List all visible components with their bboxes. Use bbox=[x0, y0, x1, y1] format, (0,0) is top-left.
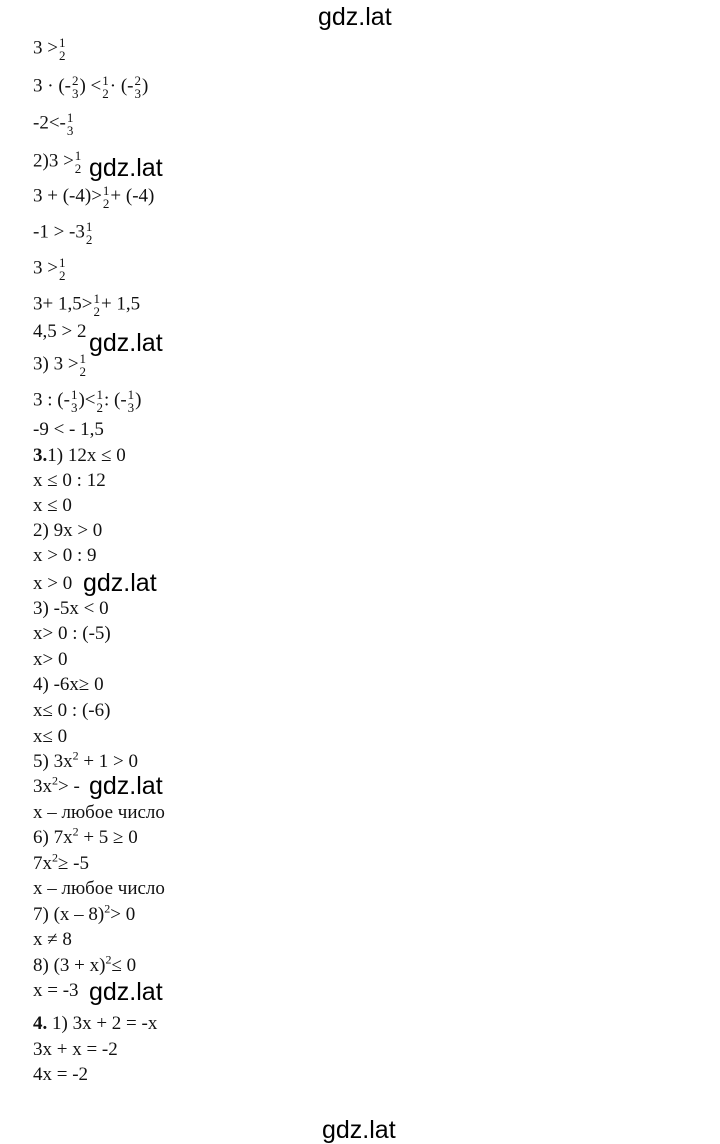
math-line: 3) -5x < 0 bbox=[33, 598, 109, 619]
math-line: -1 > -3 1 2 bbox=[33, 219, 93, 247]
watermark: gdz.lat bbox=[89, 329, 163, 357]
math-line: x≤ 0 bbox=[33, 726, 68, 747]
math-line: x> 0 : (-5) bbox=[33, 623, 111, 644]
math-line: $7x^2\ge -5$ bbox=[33, 850, 90, 874]
math-line: 2) 9x > 0 bbox=[33, 520, 103, 541]
math-line: 3 : (- 1 3 )< 1 2 : (- 1 3 ) bbox=[33, 387, 142, 415]
math-line: x ≤ 0 : 12 bbox=[33, 470, 106, 491]
watermark: gdz.lat bbox=[89, 772, 163, 800]
math-line: x – любое число bbox=[33, 802, 165, 823]
math-line: 4) -6x≥ 0 bbox=[33, 674, 104, 695]
math-line: $3x^2>$ - bbox=[33, 773, 80, 797]
math-line: 4x = -2 bbox=[33, 1064, 89, 1085]
math-line: 3 > 1 2 bbox=[33, 35, 66, 63]
math-line: 3 · (- 2 3 ) < 1 2 · (- 2 3 ) bbox=[33, 73, 149, 101]
math-line: 3 > 1 2 bbox=[33, 255, 66, 283]
math-line: x > 0 bbox=[33, 573, 73, 594]
math-line: 8) $(3 + x)^2\le 0$ bbox=[33, 952, 137, 976]
task-heading: 4. 1) 3x + 2 = -x bbox=[33, 1013, 158, 1034]
watermark: gdz.lat bbox=[83, 569, 157, 597]
watermark: gdz.lat bbox=[322, 1116, 396, 1144]
math-line: 5) $3x^2 + 1 > 0$ bbox=[33, 748, 139, 772]
math-line: x ≤ 0 bbox=[33, 495, 72, 516]
math-line: x> 0 bbox=[33, 649, 68, 670]
task-heading: 3.1) 12x ≤ 0 bbox=[33, 445, 126, 466]
math-line: -2<- 1 3 bbox=[33, 110, 74, 138]
watermark: gdz.lat bbox=[89, 978, 163, 1006]
math-line: x > 0 : 9 bbox=[33, 545, 97, 566]
math-line: 2)3 > 1 2 bbox=[33, 148, 82, 176]
math-line: x ≠ 8 bbox=[33, 929, 72, 950]
watermark: gdz.lat bbox=[89, 154, 163, 182]
math-line: x≤ 0 : (-6) bbox=[33, 700, 111, 721]
math-line: 3x + x = -2 bbox=[33, 1039, 118, 1060]
math-line: -9 < - 1,5 bbox=[33, 419, 104, 440]
math-line: x = -3 bbox=[33, 980, 79, 1001]
watermark: gdz.lat bbox=[318, 3, 392, 31]
math-line: 3 + (-4)> 1 2 + (-4) bbox=[33, 183, 155, 211]
math-line: 6) $7x^2 + 5 \ge 0$ bbox=[33, 824, 138, 848]
math-line: 3) 3 > 1 2 bbox=[33, 351, 87, 379]
math-line: x – любое число bbox=[33, 878, 165, 899]
math-line: 4,5 > 2 bbox=[33, 321, 87, 342]
math-line: 3+ 1,5> 1 2 + 1,5 bbox=[33, 291, 141, 319]
math-line: 7) (x – 8)$^2$> 0 bbox=[33, 901, 136, 925]
